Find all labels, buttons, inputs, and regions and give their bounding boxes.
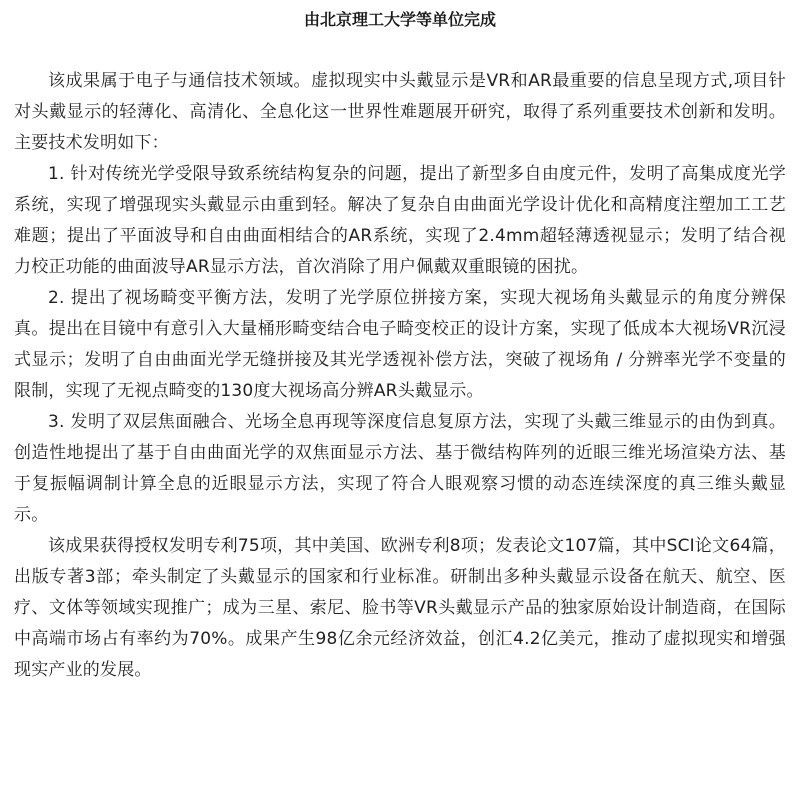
- achievements-paragraph: 该成果获得授权发明专利75项，其中美国、欧洲专利8项；发表论文107篇，其中SCI论文64篇，出版专著3部；牵头制定了头戴显示的国家和行业标准。研制出多种头戴显示设备在航天、航空、医疗、文体等领域实现推广；成为三星、索尼、脸书等VR头戴显示产品的独家原始设计制造商，在国际中高端市场占有率约为70%。成果产生98亿余元经济效益，创汇4.2亿美元，推动了虚拟现实和增强现实产业的发展。: [14, 536, 786, 680]
- invention-item-3: 3. 发明了双层焦面融合、光场全息再现等深度信息复原方法，实现了头戴三维显示的由伪到真。创造性地提出了基于自由曲面光学的双焦面显示方法、基于微结构阵列的近眼三维光场渲染方法、基于复振幅调制计算全息的近眼显示方法，实现了符合人眼观察习惯的动态连续深度的真三维头戴显示。: [14, 412, 786, 525]
- invention-item-2: 2. 提出了视场畸变平衡方法，发明了光学原位拼接方案，实现大视场角头戴显示的角度分辨保真。提出在目镜中有意引入大量桶形畸变结合电子畸变校正的设计方案，实现了低成本大视场VR沉浸式显示；发明了自由曲面光学无缝拼接及其光学透视补偿方法，突破了视场角 / 分辨率光学不变量的限制，实现了无视点畸变的130度大视场高分辨AR头戴显示。: [14, 288, 786, 401]
- intro-paragraph: 该成果属于电子与通信技术领域。虚拟现实中头戴显示是VR和AR最重要的信息呈现方式,项目针对头戴显示的轻薄化、高清化、全息化这一世界性难题展开研究，取得了系列重要技术创新和发明。主要技术发明如下：: [14, 71, 786, 153]
- invention-item-1: 1. 针对传统光学受限导致系统结构复杂的问题，提出了新型多自由度元件，发明了高集成度光学系统，实现了增强现实头戴显示由重到轻。解决了复杂自由曲面光学设计优化和高精度注塑加工工艺难题；提出了平面波导和自由曲面相结合的AR系统，实现了2.4mm超轻薄透视显示；发明了结合视力校正功能的曲面波导AR显示方法，首次消除了用户佩戴双重眼镜的困扰。: [14, 164, 786, 277]
- document-title: 由北京理工大学等单位完成: [303, 10, 496, 29]
